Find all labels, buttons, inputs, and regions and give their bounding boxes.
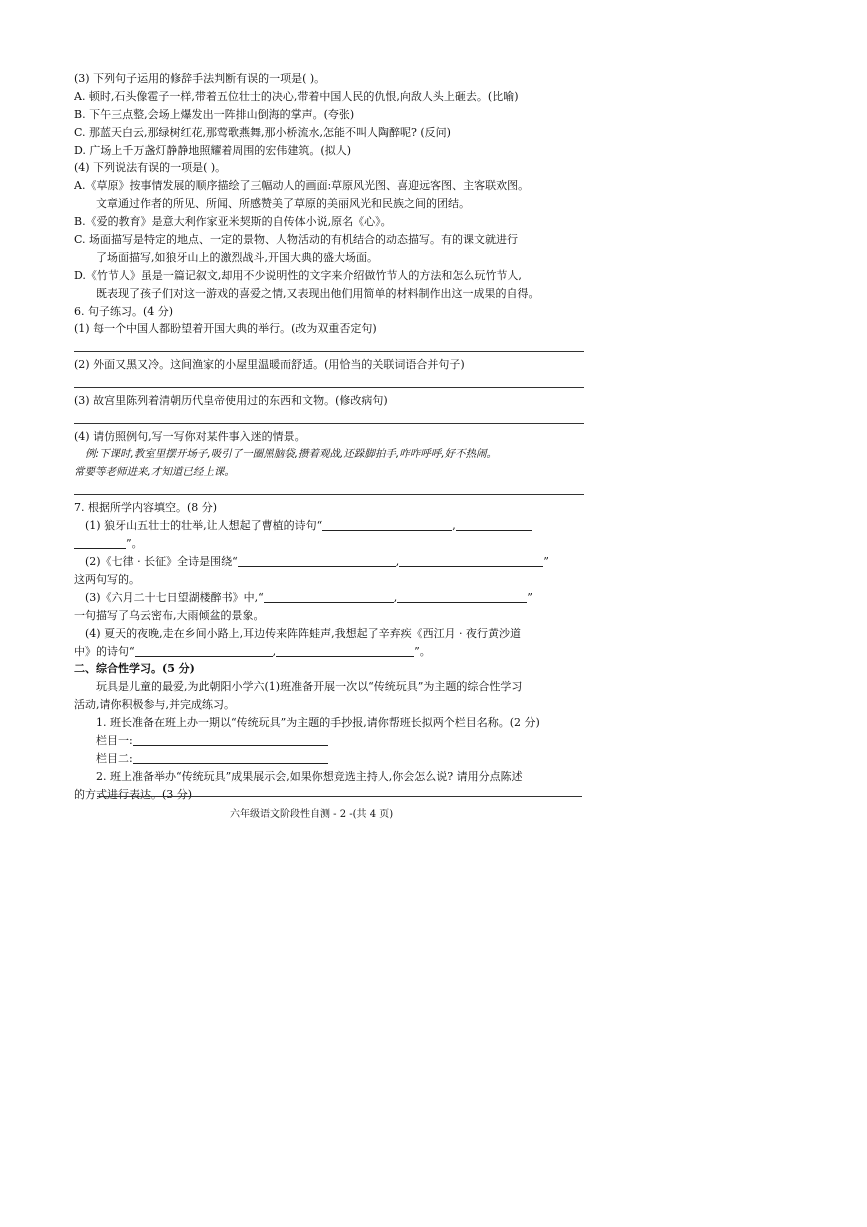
q7-blank-1c[interactable]: [74, 536, 126, 549]
q6-answer-line-1[interactable]: [74, 338, 584, 356]
q7-item-3-cont: 一句描写了乌云密布,大雨倾盆的景象。: [74, 608, 265, 622]
q7-item-1-end: ”。: [126, 537, 143, 551]
q7-item-1-cont: [74, 535, 584, 553]
q7-item-1-text: (1) 狼牙山五壮士的壮举,让人想起了曹植的诗句“: [85, 519, 323, 533]
section-2-task-2-cont: 的方式进行表达。(3 分): [74, 787, 193, 801]
q3-option-a: A. 顿时,石头像雹子一样,带着五位壮士的决心,带着中国人民的仇恨,向敌人头上砸去。(比喻): [74, 89, 519, 103]
q6-example-line-2: 常要等老师进来,才知道已经上课。: [74, 465, 235, 478]
section-2-task-1: 1. 班长准备在班上办一期以“传统玩具”为主题的手抄报,请你帮班长拟两个栏目名称。(2 分): [96, 716, 540, 730]
q6-sentence-1: (1) 每一个中国人都盼望着开国大典的举行。(改为双重否定句): [74, 322, 377, 336]
q7-item-4-end: ”。: [414, 644, 431, 658]
q3-option-b: B. 下午三点整,会场上爆发出一阵排山倒海的掌声。(夸张): [74, 107, 355, 121]
q6-answer-line-2[interactable]: [74, 374, 584, 392]
page-footer: 六年级语文阶段性自测 - 2 -(共 4 页): [230, 809, 394, 820]
q7-comma-3: ,: [393, 590, 398, 604]
q6-title: 6. 句子练习。(4 分): [74, 304, 174, 318]
footer-rule: [97, 796, 582, 797]
q7-blank-3a[interactable]: [264, 590, 394, 603]
q6-answer-line-4[interactable]: [74, 481, 584, 499]
q4-option-d: D.《竹节人》虽是一篇记叙文,却用不少说明性的文字来介绍做竹节人的方法和怎么玩竹节人,: [74, 268, 522, 282]
q7-item-2-text: (2)《七律 · 长征》全诗是围绕“: [85, 555, 238, 569]
q7-blank-2a[interactable]: [238, 554, 396, 567]
section-2-task-2: 2. 班上准备举办“传统玩具”成果展示会,如果你想竞选主持人,你会怎么说? 请用分点陈述: [96, 769, 523, 783]
q7-item-2: [74, 553, 584, 571]
q6-answer-line-3[interactable]: [74, 410, 584, 428]
column-2-blank[interactable]: [133, 751, 328, 764]
q7-blank-3b[interactable]: [397, 590, 527, 603]
column-2-label: 栏目二:: [96, 751, 133, 765]
q6-sentence-2: (2) 外面又黑又冷。这间渔家的小屋里温暖而舒适。(用恰当的关联词语合并句子): [74, 358, 465, 372]
q4-option-c-cont: 了场面描写,如狼牙山上的激烈战斗,开国大典的盛大场面。: [96, 250, 378, 264]
q3-stem: (3) 下列句子运用的修辞手法判断有误的一项是( )。: [74, 72, 326, 85]
section-2-title: 二、综合性学习。(5 分): [74, 662, 195, 676]
column-1-row: [74, 732, 584, 750]
q7-comma-2: ,: [395, 555, 400, 569]
q7-item-3-text: (3)《六月二十七日望湖楼醉书》中,“: [85, 590, 264, 604]
q4-option-d-cont: 既表现了孩子们对这一游戏的喜爱之情,又表现出他们用简单的材料制作出这一成果的自得。: [96, 286, 540, 300]
q3-option-c: C. 那蓝天白云,那绿树红花,那莺歌燕舞,那小桥流水,怎能不叫人陶醉呢? (反问): [74, 125, 451, 139]
q7-blank-4a[interactable]: [135, 644, 273, 657]
q7-comma-4: ,: [272, 644, 277, 658]
q7-item-1: [74, 517, 584, 535]
q4-option-a-cont: 文章通过作者的所见、所闻、所感赞美了草原的美丽风光和民族之间的团结。: [96, 197, 470, 211]
q7-blank-1a[interactable]: [322, 518, 452, 531]
q4-option-a: A.《草原》按事情发展的顺序描绘了三幅动人的画面:草原风光图、喜迎远客图、主客联欢图。: [74, 179, 530, 193]
q3-option-d: D. 广场上千万盏灯静静地照耀着周围的宏伟建筑。(拟人): [74, 143, 352, 157]
section-2-intro-2: 活动,请你积极参与,并完成练习。: [74, 698, 235, 712]
q6-sentence-3: (3) 故宫里陈列着清朝历代皇帝使用过的东西和文物。(修改病句): [74, 394, 388, 408]
q7-item-3: [74, 589, 584, 607]
q7-item-2-quote: ”: [543, 555, 549, 569]
q7-item-3-quote: ”: [527, 590, 533, 604]
section-2-intro-1: 玩具是儿童的最爱,为此朝阳小学六(1)班准备开展一次以“传统玩具”为主题的综合性学习: [96, 680, 523, 694]
q7-blank-2b[interactable]: [399, 554, 543, 567]
q7-item-2-cont: 这两句写的。: [74, 572, 140, 586]
column-2-row: [74, 750, 584, 768]
q7-item-4: (4) 夏天的夜晚,走在乡间小路上,耳边传来阵阵蛙声,我想起了辛弃疾《西江月 · 夜行黄沙道: [85, 626, 522, 640]
q7-item-4-text: 中》的诗句“: [74, 644, 135, 658]
q7-title: 7. 根据所学内容填空。(8 分): [74, 501, 218, 515]
q7-blank-4b[interactable]: [276, 644, 414, 657]
q7-blank-1b[interactable]: [456, 518, 532, 531]
q7-item-4-cont: [74, 643, 584, 661]
q4-option-c: C. 场面描写是特定的地点、一定的景物、人物活动的有机结合的动态描写。有的课文就进行: [74, 233, 519, 247]
q6-sentence-4: (4) 请仿照例句,写一写你对某件事入迷的情景。: [74, 429, 306, 443]
column-1-label: 栏目一:: [96, 733, 133, 747]
q7-comma-1: ,: [452, 519, 456, 533]
q6-example-line-1: 例:下课时,教室里摆开场子,吸引了一圈黑脑袋,攒着观战,还跺脚拍手,咋咋呼呼,好不热闹。: [85, 447, 498, 460]
q4-option-b: B.《爱的教育》是意大利作家亚米契斯的自传体小说,原名《心》。: [74, 215, 392, 229]
q4-stem: (4) 下列说法有误的一项是( )。: [74, 161, 227, 175]
exam-page: [74, 70, 584, 804]
column-1-blank[interactable]: [133, 733, 328, 746]
